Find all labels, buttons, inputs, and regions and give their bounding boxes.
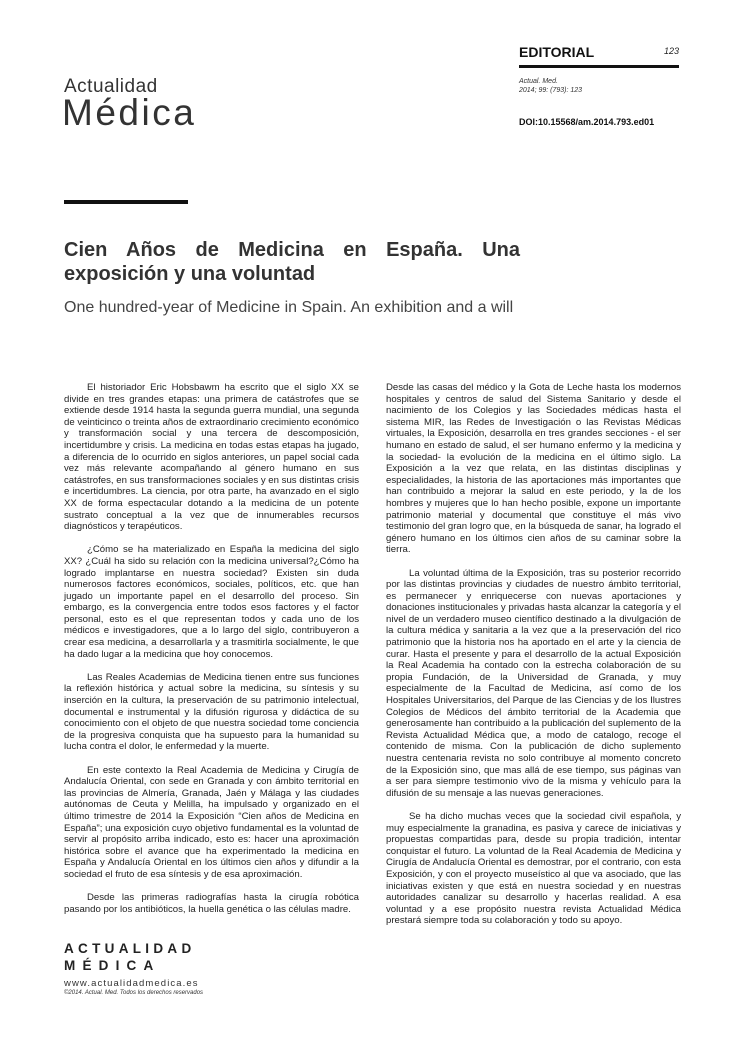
article-title-es: Cien Años de Medicina en España. Una exposición y una voluntad [64,239,520,285]
footer-brand-line1: ACTUALIDAD [64,941,196,956]
paragraph: En este contexto la Real Academia de Medicina y Cirugía de Andalucía Oriental, con sede en Granada y con ámbito territorial en las provincias de Almería, Granada, Jaén y Málaga y las ciudades autónomas de Ceuta y Melilla, ha impulsado y organizado en el último trimestre de 2014 la Exposición “Cien años de Medicina en España”; una exposición cuyo objetivo fundamental es la voluntad de servir al propósito arriba indicado, esto es: hacer una aproximación histórica sobre el avance que ha experimentado la medicina en España y Andalucía Oriental en los últimos cien años y difundir a la sociedad el fruto de esa síntesis y de esa aproximación. [64,764,359,880]
citation [519,78,669,96]
paragraph: Desde las casas del médico y la Gota de Leche hasta los modernos hospitales y centros de salud del Sistema Sanitario y desde el nacimiento de los Colegios y las Sociedades médicas hasta el sistema MIR, las Redes de Investigación o las Revistas Médicas virtuales, la Exposición, desarrolla en tres grandes secciones - el ser humano en estado de salud, el ser humano enfermo y la medicina y la sociedad- la evolución de la medicina en el último siglo. La Exposición a la vez que relata, en las distintas disciplinas y especialidades, la historia de las aportaciones más importantes que han contribuido a mejorar la salud en este periodo, y la de los hombres y mujeres que lo han hecho posible, expone un importante patrimonio material y documental que constituye el más vivo testimonio del gran logro que, en la búsqueda de sanar, ha logrado el género humano en los últimos cien años de su caminar sobre la tierra. [386,382,681,556]
paragraph: El historiador Eric Hobsbawm ha escrito que el siglo XX se divide en tres grandes etapas: una primera de catástrofes que se extiende desde 1914 hasta la segunda guerra mundial, una segunda de veinticinco o treinta años de extraordinario crecimiento económico y transformación social y una tercera de descomposición, incertidumbre y crisis. La medicina en todas estas etapas ha jugado, a diferencia de lo ocurrido en siglos anteriores, un papel social cada vez más relevante acompañando al género humano en sus catástrofes, en sus transformaciones sociales y en sus distintas crisis e incertidumbres. La ciencia, por otra parte, ha avanzado en el siglo XX de forma espectacular dotando a la medicina de un potente sustrato conceptual a la vez que de innumerables recursos diagnósticos y terapéuticos. [64,382,359,533]
article-title-en: One hundred-year of Medicine in Spain. An exhibition and a will [64,299,514,316]
doi[interactable]: DOI:10.15568/am.2014.793.ed01 [519,117,655,127]
paragraph: Las Reales Academias de Medicina tienen entre sus funciones la reflexión histórica y actual sobre la medicina, su síntesis y su inserción en la cultura, la preservación de su patrimonio intelectual, documental e instrumental y la difusión rigurosa y didáctica de su conocimiento con el objeto de que nuestra sociedad tome conciencia de la progresiva conquista que ha supuesto para la humanidad su lucha contra el dolor, le enfermedad y la muerte. [64,671,359,753]
section-label: EDITORIAL [519,44,595,60]
header-rule [519,65,679,68]
footer-brand-line2: MÉDICA [64,958,161,973]
page-number: 123 [664,46,680,56]
citation-journal: Actual. Med. [519,78,558,85]
journal-logo-bottom: Médica [62,92,197,133]
journal-logo-top: Actualidad [64,76,158,97]
body-column-left [64,382,359,927]
footer-copyright: ©2014. Actual. Med. Todos los derechos reservados [64,990,204,996]
paragraph: La voluntad última de la Exposición, tras su posterior recorrido por las distintas provincias y ciudades de nuestro ámbito territorial, es permanecer y enriquecerse con nuevas aportaciones y donaciones institucionales y privadas hasta alcanzar la categoría y el nivel de un verdadero museo científico destinado a la divulgación de la cultura médica y sanitaria a la vez que a la preservación del rico patrimonio que la historia nos ha aportado en el arte y la ciencia de curar. Hasta el presente y para el desarrollo de la actual Exposición la Real Academia ha contado con la estrecha colaboración de su propia Fundación, de la Universidad de Granada, y muy especialmente de la Facultad de Medicina, así como de los Hospitales Universitarios, del Parque de las Ciencias y de los Ilustres Colegios de Médicos del ámbito territorial de la Academia que generosamente han contribuido a la publicación del suplemento de la Revista Actualidad Médica que, a modo de catalogo, recoge el contenido de misma. Con la publicación de dicho suplemento nuestra centenaria revista no solo contribuye al momento concreto de la Exposición sino, que mas allá de ese tiempo, sus páginas van a ser para siempre testimonio vivo de la misma y vehículo para la difusión de su mensaje a las nuevas generaciones. [386,567,681,799]
paragraph: ¿Cómo se ha materializado en España la medicina del siglo XX? ¿Cuál ha sido su relación con la medicina universal?¿Cómo ha logrado implantarse en nuestra sociedad? Existen sin duda numerosos factores económicos, sociales, políticos, etc. que han jugado un importante papel en el desarrollo del proceso. Sin embargo, es la convergencia entre todos esos factores y el factor personal, esto es el que representan todos y cada uno de los médicos e investigadores, que a lo largo del siglo, contribuyeron a crear esa medicina, a desarrollarla y a trasmitirla socialmente, le que ha dado lugar a la medicina que hoy conocemos. [64,544,359,660]
paragraph: Desde las primeras radiografías hasta la cirugía robótica pasando por los antibióticos, la huella genética o las células madre. [64,892,359,915]
paragraph: Se ha dicho muchas veces que la sociedad civil española, y muy especialmente la granadina, es pasiva y carece de iniciativas y propuestas compartidas para, desde su propia tradición, intentar conquistar el futuro. La voluntad de la Real Academia de Medicina y Cirugía de Andalucía Oriental es demostrar, por el contrario, con esta Exposición, y con el proyecto museístico al que va asociado, que las iniciativas existen y que está en nuestra sociedad y en nuestras autoridades canalizar su desarrollo y hacerlas realidad. A esa voluntad y a ese propósito nuestra revista Actualidad Médica prestará siempre toda su colaboración y todo su apoyo. [386,810,681,927]
body-column-right [386,382,681,939]
footer-url[interactable]: www.actualidadmedica.es [64,978,199,989]
title-rule [64,200,188,204]
citation-volume: 2014; 99: (793): 123 [519,86,583,94]
